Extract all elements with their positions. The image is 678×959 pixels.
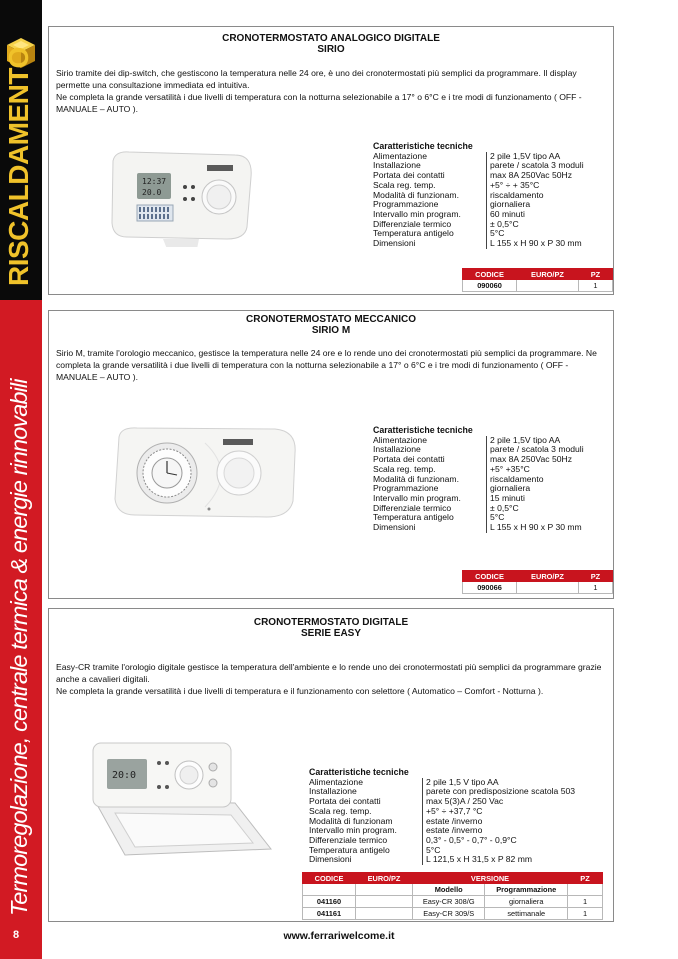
spec-label: Installazione [373,444,421,455]
spec-label: Intervallo min program. [373,492,461,503]
product-title [49,314,613,336]
spec-label: Portata dei contatti [373,454,445,465]
spec-label: Modalità di funzionam. [373,473,459,484]
price-table [302,872,603,920]
footer-website-link[interactable]: www.ferrariwelcome.it [283,930,395,942]
product-card-sirio-m [48,310,614,599]
spec-value: riscaldamento [486,191,544,201]
spec-label: Differenziale termico [309,834,388,845]
spec-label: Dimensioni [309,854,352,865]
spec-label: Alimentazione [373,150,427,161]
spec-value: 15 minuti [486,494,525,504]
product-quantity: 1 [568,896,603,908]
spec-label: Scala reg. temp. [373,463,436,474]
spec-value: max 8A 250Vac 50Hz [486,455,572,465]
product-title [49,617,613,639]
spec-value: L 155 x H 90 x P 30 mm [486,239,582,249]
spec-row [373,523,584,533]
spec-value: riscaldamento [486,475,544,485]
spec-value: estate /inverno [422,817,482,827]
spec-row [373,239,584,249]
product-description [56,67,608,115]
spec-value: 60 minuti [486,210,525,220]
spec-label: Portata dei contatti [309,796,381,807]
product-title-line1: CRONOTERMOSTATO DIGITALE [253,617,409,628]
spec-label: Differenziale termico [373,502,452,513]
column-header: PZ [578,571,612,582]
spec-label: Scala reg. temp. [373,179,436,190]
spec-label: Modalità di funzionam. [373,189,459,200]
product-title-line1: CRONOTERMOSTATO ANALOGICO DIGITALE [222,33,440,44]
spec-row [309,855,575,865]
svg-text:20:0: 20:0 [112,770,137,781]
spec-value: ± 0,5°C [486,504,519,514]
table-header-row [463,571,613,582]
specs-heading: Caratteristiche tecniche [373,425,473,435]
product-programming: settimanale [485,908,568,920]
specs-block [373,142,584,249]
svg-text:12:37: 12:37 [142,177,167,186]
spec-label: Alimentazione [309,776,363,787]
product-price [517,582,579,594]
spec-label: Dimensioni [373,238,416,249]
product-description [56,661,608,697]
spec-value: L 121,5 x H 31,5 x P 82 mm [422,855,532,865]
product-price [356,896,413,908]
table-header-row [303,873,603,884]
spec-label: Differenziale termico [373,218,452,229]
product-price [356,908,413,920]
column-header: CODICE [463,269,517,280]
section-title: RISCALDAMENTO [3,47,34,286]
spec-value: 2 pile 1,5 V tipo AA [422,778,499,788]
product-title-line2: SERIE EASY [300,628,362,639]
spec-value: 5°C [486,513,504,523]
spec-label: Temperatura antigelo [373,228,454,239]
spec-value: 0,3° - 0,5° - 0,7° - 0,9°C [422,836,517,846]
product-programming: giornaliera [485,896,568,908]
spec-value: estate /inverno [422,826,482,836]
spec-value: giornaliera [486,200,530,210]
column-header: PZ [568,873,603,884]
table-row [463,280,613,292]
spec-value: max 8A 250Vac 50Hz [486,171,572,181]
spec-value: parete / scatola 3 moduli [486,445,584,455]
table-row [303,896,603,908]
specs-heading: Caratteristiche tecniche [309,767,409,777]
spec-value: max 5(3)A / 250 Vac [422,797,503,807]
description-paragraph: Easy-CR tramite l'orologio digitale gestisce la temperatura dell'ambiente e lo rende uno dei cronotermostati più semplici da programmare grazie anche a cavalieri digitali. [56,662,602,684]
price-table [462,570,613,594]
specs-heading: Caratteristiche tecniche [373,141,473,151]
product-card-easy [48,608,614,922]
product-code: 090066 [463,582,517,594]
thermostat-sirio-m-image [107,423,307,523]
column-header: PZ [578,269,612,280]
spec-label: Scala reg. temp. [309,805,372,816]
description-paragraph: Sirio M, tramite l'orologio meccanico, gestisce la temperatura nelle 24 ore e lo rende uno dei cronotermostati più semplici da programmare. Ne completa la grande versatilità i due livelli di temperatura con la notturna selezionabile a 17° o 6°C e i tre modi di funzionamento ( OFF - MANUALE – AUTO ). [56,348,597,382]
spec-label: Installazione [373,160,421,171]
product-code: 090060 [463,280,517,292]
product-code: 041161 [303,908,356,920]
product-title-line2: SIRIO [317,44,345,55]
product-quantity: 1 [568,908,603,920]
product-model: Easy-CR 309/S [413,908,485,920]
spec-value: 2 pile 1,5V tipo AA [486,152,560,162]
column-subheader: Programmazione [485,884,568,896]
spec-label: Programmazione [373,199,439,210]
specs-block [373,426,584,533]
column-header: EURO/PZ [517,571,579,582]
column-header: EURO/PZ [517,269,579,280]
column-header: EURO/PZ [356,873,413,884]
column-header: CODICE [303,873,356,884]
spec-value: L 155 x H 90 x P 30 mm [486,523,582,533]
sidebar [0,0,42,959]
specs-block [309,768,575,865]
product-title-line2: SIRIO M [311,325,351,336]
product-quantity: 1 [578,582,612,594]
spec-value: 5°C [422,846,440,856]
table-subheader-row [303,884,603,896]
description-paragraph: Ne completa la grande versatilità i due livelli di temperatura con la notturna selezionabile a 17° o 6°C e i tre modi di funzionamento ( OFF - MANUALE – AUTO ). [56,92,582,114]
section-subtitle: Termoregolazione, centrale termica & energie rinnovabili [6,379,32,916]
spec-label: Dimensioni [373,522,416,533]
spec-value: 2 pile 1,5V tipo AA [486,436,560,446]
svg-text:20.0: 20.0 [142,188,162,197]
spec-value: parete / scatola 3 moduli [486,161,584,171]
description-paragraph: Ne completa la grande versatilità i due livelli di temperatura e il funzionamento con selettore ( Automatico – Comfort - Notturna ). [56,686,544,696]
spec-label: Temperatura antigelo [309,844,390,855]
spec-value: +5° ÷ + 35°C [486,181,539,191]
product-description [56,347,608,383]
price-table [462,268,613,292]
table-header-row [463,269,613,280]
product-card-sirio [48,26,614,295]
spec-value: +5° ÷ +37,7 °C [422,807,483,817]
product-title [49,33,613,55]
thermostat-easy-image [85,737,275,859]
spec-value: ± 0,5°C [486,220,519,230]
spec-label: Modalità di funzionam [309,815,393,826]
product-quantity: 1 [578,280,612,292]
thermostat-sirio-image [107,147,257,247]
spec-value: giornaliera [486,484,530,494]
product-price [517,280,579,292]
product-code: 041160 [303,896,356,908]
product-model: Easy-CR 308/G [413,896,485,908]
column-header: VERSIONE [413,873,568,884]
spec-value: parete con predisposizione scatola 503 [422,787,575,797]
column-header: CODICE [463,571,517,582]
spec-label: Intervallo min program. [309,825,397,836]
spec-label: Portata dei contatti [373,170,445,181]
spec-label: Intervallo min program. [373,208,461,219]
description-paragraph: Sirio tramite dei dip-switch, che gestiscono la temperatura nelle 24 ore, è uno dei cronotermostati più semplici da programmare. Il display permette una consultazione immediata ed intuitiva. [56,68,577,90]
table-row [303,908,603,920]
column-subheader: Modello [413,884,485,896]
spec-value: +5° +35°C [486,465,530,475]
table-row [463,582,613,594]
product-title-line1: CRONOTERMOSTATO MECCANICO [246,314,416,325]
spec-value: 5°C [486,229,504,239]
spec-label: Programmazione [373,483,439,494]
spec-label: Temperatura antigelo [373,512,454,523]
spec-label: Alimentazione [373,434,427,445]
page-number: 8 [13,929,20,941]
spec-label: Installazione [309,786,357,797]
